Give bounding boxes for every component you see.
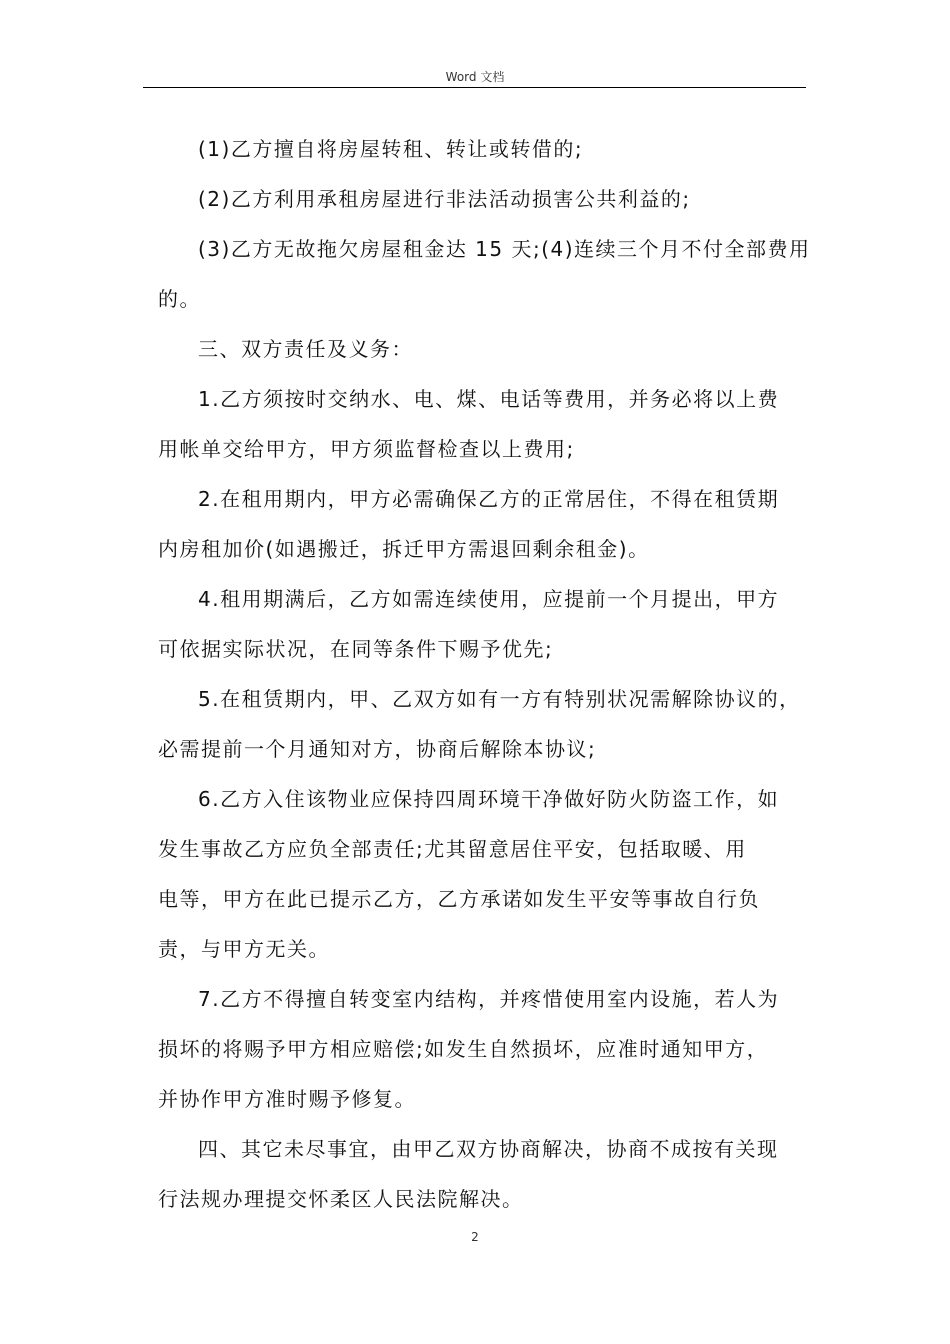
paragraph — [158, 474, 808, 574]
text-line: 电等，甲方在此已提示乙方，乙方承诺如发生平安等事故自行负 — [158, 887, 760, 911]
paragraph — [158, 674, 808, 774]
section-heading — [178, 324, 808, 374]
text-line: 发生事故乙方应负全部责任;尤其留意居住平安，包括取暖、用 — [158, 837, 747, 861]
paragraph — [178, 174, 808, 224]
text-line: (2)乙方利用承租房屋进行非法活动损害公共利益的; — [198, 187, 691, 211]
text-line: 必需提前一个月通知对方，协商后解除本协议; — [158, 737, 597, 761]
text-line: 的。 — [158, 287, 201, 311]
paragraph — [158, 574, 808, 674]
text-line: 损坏的将赐予甲方相应赔偿;如发生自然损坏，应准时通知甲方， — [158, 1037, 769, 1061]
text-line: 四、其它未尽事宜，由甲乙双方协商解决，协商不成按有关现 — [198, 1137, 779, 1161]
text-line: (1)乙方擅自将房屋转租、转让或转借的; — [198, 137, 584, 161]
page-number: 2 — [471, 1230, 479, 1244]
header-divider — [143, 87, 806, 88]
paragraph — [158, 1124, 808, 1224]
text-line: 用帐单交给甲方，甲方须监督检查以上费用; — [158, 437, 575, 461]
text-line: 2.在租用期内，甲方必需确保乙方的正常居住，不得在租赁期 — [198, 487, 780, 511]
text-line: 三、双方责任及义务： — [198, 337, 413, 361]
text-line: 并协作甲方准时赐予修复。 — [158, 1087, 416, 1111]
paragraph — [158, 374, 808, 474]
text-line: 内房租加价(如遇搬迁，拆迁甲方需退回剩余租金)。 — [158, 537, 650, 561]
document-body — [158, 124, 811, 1224]
text-line: 1.乙方须按时交纳水、电、煤、电话等费用，并务必将以上费 — [198, 387, 780, 411]
text-line: (3)乙方无故拖欠房屋租金达 15 天;(4)连续三个月不付全部费用 — [198, 237, 811, 261]
text-line: 行法规办理提交怀柔区人民法院解决。 — [158, 1187, 524, 1211]
text-line: 4.租用期满后，乙方如需连续使用，应提前一个月提出，甲方 — [198, 587, 780, 611]
text-line: 7.乙方不得擅自转变室内结构，并疼惜使用室内设施，若人为 — [198, 987, 780, 1011]
page-header-title: Word 文档 — [445, 70, 505, 84]
text-line: 可依据实际状况，在同等条件下赐予优先; — [158, 637, 554, 661]
text-line: 6.乙方入住该物业应保持四周环境干净做好防火防盗工作，如 — [198, 787, 780, 811]
text-line: 5.在租赁期内，甲、乙双方如有一方有特别状况需解除协议的， — [198, 687, 801, 711]
paragraph — [158, 774, 808, 974]
paragraph — [158, 224, 811, 324]
text-line: 责，与甲方无关。 — [158, 937, 330, 961]
paragraph — [178, 124, 808, 174]
paragraph — [158, 974, 808, 1124]
